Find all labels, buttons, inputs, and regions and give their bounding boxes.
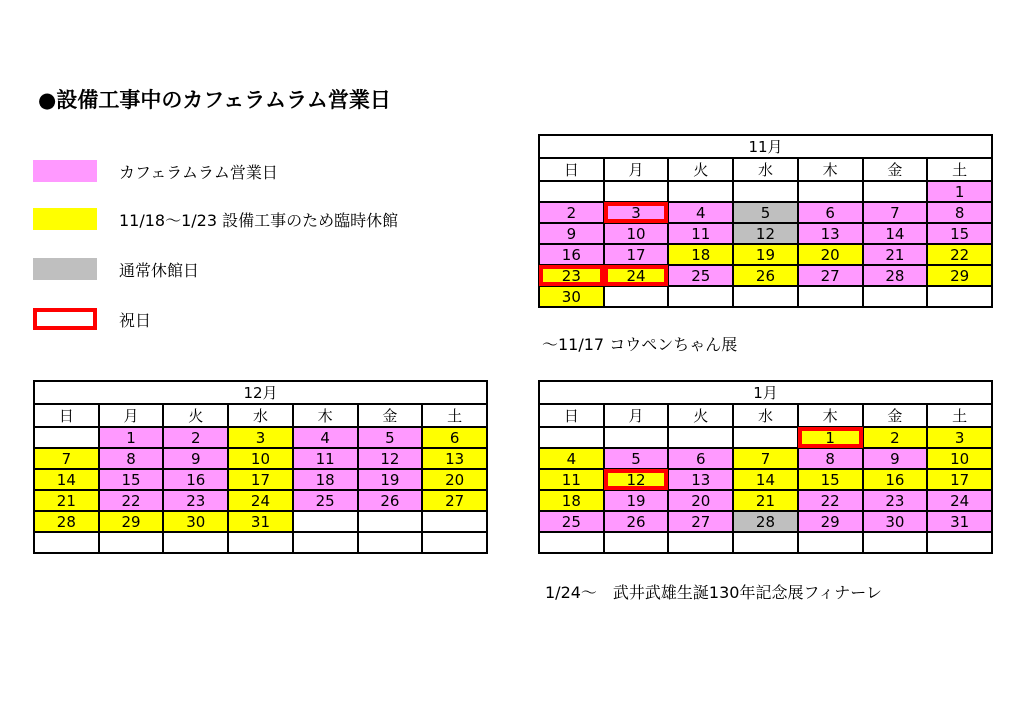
legend-swatch-holiday — [33, 308, 97, 330]
week-row — [34, 427, 487, 448]
day-cell: 17 — [604, 244, 669, 265]
empty-day-cell — [604, 532, 669, 553]
day-cell: 9 — [163, 448, 228, 469]
day-cell: 2 — [163, 427, 228, 448]
day-cell: 9 — [863, 448, 928, 469]
calendar-january — [538, 380, 993, 554]
day-cell: 22 — [927, 244, 992, 265]
day-cell: 1 — [927, 181, 992, 202]
day-cell: 26 — [358, 490, 423, 511]
empty-day-cell — [604, 427, 669, 448]
weekday-header: 土 — [927, 404, 992, 427]
weekday-header: 火 — [668, 158, 733, 181]
empty-day-cell — [733, 532, 798, 553]
weekday-header: 火 — [163, 404, 228, 427]
day-cell: 20 — [422, 469, 487, 490]
day-cell: 21 — [34, 490, 99, 511]
empty-day-cell — [228, 532, 293, 553]
day-cell: 10 — [927, 448, 992, 469]
day-cell: 15 — [927, 223, 992, 244]
day-cell: 19 — [604, 490, 669, 511]
day-cell: 6 — [668, 448, 733, 469]
day-cell: 9 — [539, 223, 604, 244]
empty-day-cell — [798, 532, 863, 553]
legend-label-open: カフェラムラム営業日 — [119, 162, 278, 182]
day-cell: 31 — [927, 511, 992, 532]
day-cell: 2 — [863, 427, 928, 448]
weekday-header: 火 — [668, 404, 733, 427]
day-cell: 29 — [927, 265, 992, 286]
empty-day-cell — [733, 181, 798, 202]
day-cell: 27 — [668, 511, 733, 532]
empty-day-cell — [863, 532, 928, 553]
day-cell: 14 — [863, 223, 928, 244]
day-cell: 15 — [99, 469, 164, 490]
week-row — [539, 532, 992, 553]
day-cell: 24 — [228, 490, 293, 511]
day-cell: 26 — [604, 511, 669, 532]
legend-swatch-construction — [33, 208, 97, 230]
empty-day-cell — [422, 511, 487, 532]
legend-item-construction — [33, 206, 398, 232]
day-cell: 27 — [798, 265, 863, 286]
weekday-header: 水 — [733, 404, 798, 427]
empty-day-cell — [604, 286, 669, 307]
day-cell: 2 — [539, 202, 604, 223]
day-cell: 1 — [798, 427, 863, 448]
day-cell: 28 — [863, 265, 928, 286]
empty-day-cell — [539, 427, 604, 448]
week-row — [539, 181, 992, 202]
empty-day-cell — [668, 532, 733, 553]
day-cell: 7 — [863, 202, 928, 223]
day-cell: 18 — [293, 469, 358, 490]
empty-day-cell — [358, 532, 423, 553]
empty-day-cell — [163, 532, 228, 553]
day-cell: 24 — [927, 490, 992, 511]
week-row — [539, 469, 992, 490]
empty-day-cell — [668, 286, 733, 307]
empty-day-cell — [927, 532, 992, 553]
weekday-header: 月 — [604, 158, 669, 181]
day-cell: 25 — [539, 511, 604, 532]
day-cell: 3 — [228, 427, 293, 448]
weekday-header: 日 — [539, 158, 604, 181]
weekday-header: 金 — [863, 404, 928, 427]
day-cell: 14 — [733, 469, 798, 490]
calendar-november — [538, 134, 993, 308]
day-cell: 21 — [733, 490, 798, 511]
day-cell: 13 — [798, 223, 863, 244]
week-row — [539, 223, 992, 244]
day-cell: 11 — [293, 448, 358, 469]
day-cell: 30 — [863, 511, 928, 532]
calendar-december — [33, 380, 488, 554]
day-cell: 3 — [927, 427, 992, 448]
empty-day-cell — [668, 181, 733, 202]
empty-day-cell — [798, 181, 863, 202]
legend-item-regular-closed — [33, 256, 199, 282]
empty-day-cell — [668, 427, 733, 448]
day-cell: 20 — [668, 490, 733, 511]
week-row — [34, 532, 487, 553]
empty-day-cell — [539, 532, 604, 553]
legend-swatch-regular-closed — [33, 258, 97, 280]
empty-day-cell — [293, 532, 358, 553]
day-cell: 6 — [422, 427, 487, 448]
day-cell: 24 — [604, 265, 669, 286]
legend-item-open — [33, 158, 278, 184]
empty-day-cell — [927, 286, 992, 307]
day-cell: 13 — [668, 469, 733, 490]
week-row — [539, 286, 992, 307]
day-cell: 8 — [99, 448, 164, 469]
week-row — [539, 448, 992, 469]
empty-day-cell — [863, 181, 928, 202]
empty-day-cell — [733, 286, 798, 307]
day-cell: 11 — [539, 469, 604, 490]
day-cell: 13 — [422, 448, 487, 469]
day-cell: 5 — [733, 202, 798, 223]
day-cell: 17 — [228, 469, 293, 490]
calendar-note-november: 〜11/17 コウペンちゃん展 — [542, 335, 738, 354]
page-title: ●設備工事中のカフェラムラム営業日 — [38, 88, 391, 112]
day-cell: 11 — [668, 223, 733, 244]
day-cell: 23 — [539, 265, 604, 286]
weekday-header: 水 — [733, 158, 798, 181]
weekday-header: 土 — [927, 158, 992, 181]
weekday-header: 日 — [539, 404, 604, 427]
weekday-header: 水 — [228, 404, 293, 427]
legend-label-holiday: 祝日 — [119, 310, 152, 330]
empty-day-cell — [34, 427, 99, 448]
day-cell: 19 — [358, 469, 423, 490]
day-cell: 22 — [798, 490, 863, 511]
day-cell: 18 — [668, 244, 733, 265]
month-header: 1月 — [539, 381, 992, 404]
day-cell: 16 — [539, 244, 604, 265]
empty-day-cell — [293, 511, 358, 532]
day-cell: 21 — [863, 244, 928, 265]
day-cell: 6 — [798, 202, 863, 223]
day-cell: 8 — [798, 448, 863, 469]
day-cell: 29 — [99, 511, 164, 532]
calendar-note-january: 1/24〜 武井武雄生誕130年記念展フィナーレ — [545, 583, 882, 602]
day-cell: 4 — [668, 202, 733, 223]
day-cell: 7 — [733, 448, 798, 469]
day-cell: 14 — [34, 469, 99, 490]
empty-day-cell — [539, 181, 604, 202]
week-row — [539, 511, 992, 532]
day-cell: 17 — [927, 469, 992, 490]
day-cell: 7 — [34, 448, 99, 469]
day-cell: 19 — [733, 244, 798, 265]
empty-day-cell — [422, 532, 487, 553]
day-cell: 25 — [293, 490, 358, 511]
empty-day-cell — [358, 511, 423, 532]
empty-day-cell — [99, 532, 164, 553]
weekday-header: 木 — [798, 404, 863, 427]
legend-label-regular-closed: 通常休館日 — [119, 260, 200, 280]
weekday-header: 日 — [34, 404, 99, 427]
day-cell: 4 — [293, 427, 358, 448]
week-row — [34, 448, 487, 469]
weekday-header: 木 — [798, 158, 863, 181]
day-cell: 16 — [163, 469, 228, 490]
day-cell: 8 — [927, 202, 992, 223]
weekday-header: 月 — [99, 404, 164, 427]
day-cell: 10 — [228, 448, 293, 469]
weekday-header: 金 — [863, 158, 928, 181]
day-cell: 12 — [358, 448, 423, 469]
day-cell: 25 — [668, 265, 733, 286]
day-cell: 12 — [733, 223, 798, 244]
empty-day-cell — [863, 286, 928, 307]
day-cell: 15 — [798, 469, 863, 490]
weekday-header: 月 — [604, 404, 669, 427]
week-row — [34, 469, 487, 490]
day-cell: 30 — [539, 286, 604, 307]
week-row — [539, 490, 992, 511]
day-cell: 5 — [604, 448, 669, 469]
week-row — [539, 265, 992, 286]
day-cell: 26 — [733, 265, 798, 286]
empty-day-cell — [798, 286, 863, 307]
day-cell: 10 — [604, 223, 669, 244]
day-cell: 4 — [539, 448, 604, 469]
day-cell: 30 — [163, 511, 228, 532]
weekday-header: 土 — [422, 404, 487, 427]
legend-label-construction: 11/18〜1/23 設備工事のため臨時休館 — [119, 210, 399, 230]
month-header: 11月 — [539, 135, 992, 158]
day-cell: 23 — [863, 490, 928, 511]
day-cell: 20 — [798, 244, 863, 265]
empty-day-cell — [34, 532, 99, 553]
day-cell: 29 — [798, 511, 863, 532]
week-row — [539, 427, 992, 448]
day-cell: 27 — [422, 490, 487, 511]
day-cell: 28 — [733, 511, 798, 532]
legend-swatch-open — [33, 160, 97, 182]
week-row — [34, 490, 487, 511]
day-cell: 31 — [228, 511, 293, 532]
day-cell: 23 — [163, 490, 228, 511]
day-cell: 1 — [99, 427, 164, 448]
day-cell: 18 — [539, 490, 604, 511]
day-cell: 22 — [99, 490, 164, 511]
day-cell: 28 — [34, 511, 99, 532]
day-cell: 5 — [358, 427, 423, 448]
weekday-header: 金 — [358, 404, 423, 427]
week-row — [539, 244, 992, 265]
month-header: 12月 — [34, 381, 487, 404]
day-cell: 12 — [604, 469, 669, 490]
empty-day-cell — [604, 181, 669, 202]
day-cell: 3 — [604, 202, 669, 223]
weekday-header: 木 — [293, 404, 358, 427]
legend-item-holiday — [33, 306, 151, 332]
empty-day-cell — [733, 427, 798, 448]
week-row — [539, 202, 992, 223]
week-row — [34, 511, 487, 532]
day-cell: 16 — [863, 469, 928, 490]
